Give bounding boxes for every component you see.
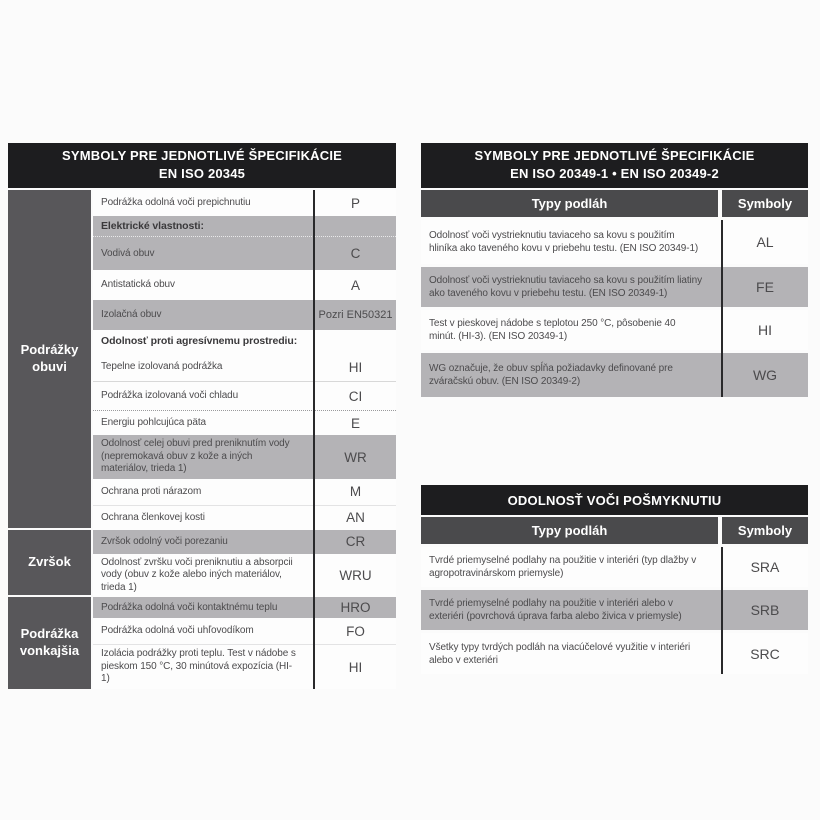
row-description: Antistatická obuv [101,279,175,291]
row-description: Energiu pohlcujúca päta [101,417,207,429]
row-symbol: HI [348,659,363,675]
column-divider-line [721,547,723,674]
row-description: Podrážka odolná voči prepichnutiu [101,197,251,209]
category-cell: Zvršok [8,530,93,598]
row-symbol: CR [345,534,366,550]
table-row [93,554,396,598]
row-description: Test v pieskovej nádobe s teplotou 250 °C, pôsobenie 40 minút. (HI-3). (EN ISO 20349-1) [429,318,676,343]
row-symbol: FE [756,279,774,296]
group-podrazka-vonkajsia [8,597,396,689]
table-row [93,645,396,689]
table-row [93,411,396,435]
row-description: Podrážka odolná voči kontaktnému teplu [101,601,278,613]
row-description: Izolácia podrážky proti teplu. Test v nádobe s pieskom 150 °C, 30 minútová expozícia (HI-1) [101,648,296,685]
right-table1-title [421,143,808,188]
row-symbol: WG [752,367,778,384]
row-description: Ochrana proti nárazom [101,485,202,497]
right-column [421,143,808,674]
column-divider-line [313,190,315,689]
table-row [93,270,396,300]
table-row [93,353,396,382]
table-row [93,618,396,645]
row-symbol: SRA [750,559,780,576]
row-symbol: Pozri EN50321 [318,309,393,322]
column-header-symbols: Symboly [722,517,808,544]
row-symbol: P [350,195,360,211]
row-description: Elektrické vlastnosti: [101,219,204,232]
row-symbol: SRC [750,645,780,662]
row-symbol: WR [344,449,367,465]
table-row-section-header [93,216,396,237]
row-description: Odolnosť celej obuvi pred preniknutím vody (nepremokavá obuv z kože a iných materiálov, trieda 1) [101,438,290,475]
row-symbol: C [350,246,361,262]
table-row [421,633,808,674]
table-row [93,435,396,479]
right-table2-column-headers [421,517,808,544]
row-description: Izolačná obuv [101,309,162,321]
table-row-section-header [93,330,396,353]
table-row [93,300,396,330]
column-divider-line [721,220,723,397]
table-row [421,590,808,630]
table-row [93,190,396,216]
row-description: Tvrdé priemyselné podlahy na použitie v interiéri (typ dlažby v agropotravinárskom priemysle) [429,555,697,580]
table-row [421,220,808,264]
row-description: Odolnosť proti agresívnemu prostrediu: [101,335,298,348]
row-description: Zvršok odolný voči porezaniu [101,535,228,547]
table-en-iso-20349 [421,143,808,397]
column-header-symbols: Symboly [722,190,808,217]
row-symbol: HI [758,322,772,339]
column-header-types: Typy podláh [421,190,718,217]
right-table1-title-line1: SYMBOLY PRE JEDNOTLIVÉ ŠPECIFIKÁCIE [474,148,755,163]
row-symbol: A [350,277,360,293]
row-symbol: FO [346,623,365,639]
row-description: Vodivá obuv [101,247,155,259]
row-symbol: M [349,484,362,500]
table-row [421,310,808,350]
column-header-types: Typy podláh [421,517,718,544]
row-symbol: HRO [340,600,371,616]
row-description: WG označuje, že obuv spĺňa požiadavky definované pre zváračskú obuv. (EN ISO 20349-2) [429,363,673,388]
row-symbol: AL [756,234,774,251]
row-symbol: SRB [750,602,780,619]
row-description: Podrážka odolná voči uhľovodíkom [101,625,254,637]
row-symbol: WRU [339,568,372,584]
row-description: Odolnosť zvršku voči preniknutiu a absorpcii vody (obuv z kože alebo iných materiálov, trieda 1) [101,556,293,593]
table-en-iso-20345 [8,143,396,689]
table-row [93,237,396,270]
table-row [421,547,808,587]
row-description: Podrážka izolovaná voči chladu [101,390,239,402]
row-description: Tvrdé priemyselné podlahy na použitie v interiéri alebo v exteriéri (povrchová úprava farba alebo živica v priemysle) [429,598,682,623]
right-table2-title: ODOLNOSŤ VOČI POŠMYKNUTIU [421,485,808,515]
right-table1-column-headers [421,190,808,217]
row-symbol: AN [346,510,365,526]
row-description: Ochrana členkovej kosti [101,511,205,523]
table-row [93,479,396,506]
right-table2-body [421,547,808,674]
left-table-title-line1: SYMBOLY PRE JEDNOTLIVÉ ŠPECIFIKÁCIE [61,148,343,163]
right-table1-body [421,220,808,397]
category-cell: Podrážky obuvi [8,190,93,530]
row-description: Odolnosť voči vystrieknutiu taviaceho sa kovu s použitím hliníka ako taveného kovu v priebehu testu. (EN ISO 20349-1) [429,230,699,255]
row-description: Odolnosť voči vystrieknutiu taviaceho sa kovu s použitím liatiny ako taveného kovu v priebehu testu. (EN ISO 20349-1) [429,275,703,300]
row-description: Všetky typy tvrdých podláh na viacúčelové využitie v interiéri alebo v exteriéri [429,641,691,666]
table-slip-resistance [421,485,808,674]
row-symbol: CI [348,388,363,404]
left-table-title [8,143,396,188]
left-table-body [8,190,396,689]
row-symbol: HI [348,359,363,375]
row-symbol: E [350,415,360,431]
group-zvrsok [8,530,396,598]
row-description: Tepelne izolovaná podrážka [101,361,223,373]
table-row [421,267,808,307]
table-row [93,597,396,618]
right-table1-title-line2: EN ISO 20349-1 • EN ISO 20349-2 [510,166,719,182]
category-cell: Podrážka vonkajšia [8,597,93,689]
table-row [421,353,808,397]
table-row [93,530,396,554]
left-table-title-line2: EN ISO 20345 [158,166,246,182]
table-row [93,382,396,411]
table-row [93,506,396,530]
group-podrazky-obuvi [8,190,396,530]
